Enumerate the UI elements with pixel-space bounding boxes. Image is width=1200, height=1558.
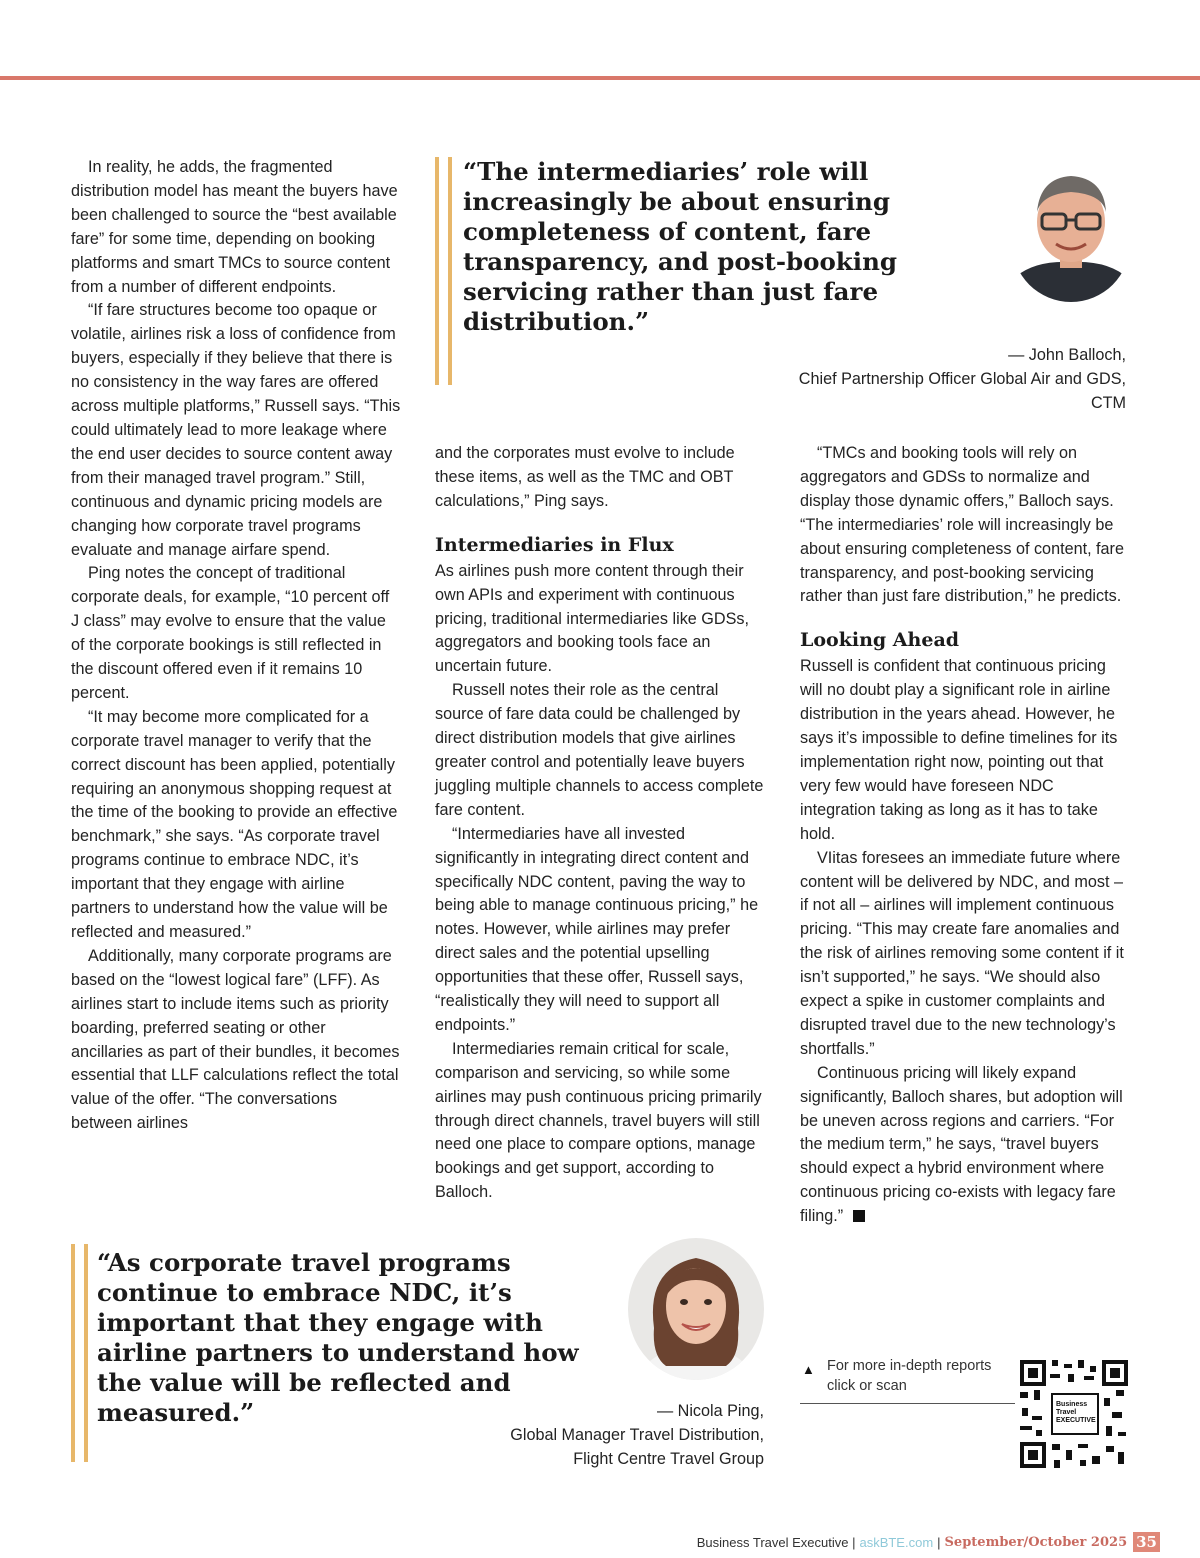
portrait-john-balloch xyxy=(1012,160,1130,302)
pull-quote-ping: “As corporate travel programs continue to embrace NDC, it’s important that they engage with airline partners to understand how the value will be reflected and measured.” xyxy=(97,1248,579,1427)
paragraph: Russell notes their role as the central source of fare data could be challenged by direct distribution models that give airlines greater control and potentially leave buyers juggling multiple channels to access complete fare content. xyxy=(435,681,764,819)
column-2 xyxy=(435,442,767,1205)
end-mark-icon xyxy=(853,1210,865,1222)
paragraph-text: Continuous pricing will likely expand significantly, Balloch shares, but adoption will be uneven across regions and carriers. “For the medium term,” he says, “travel buyers should expect a hybrid environment where continuous pricing co-exists with legacy fare filing.” xyxy=(800,1063,1123,1226)
paragraph: VIitas foresees an immediate future where content will be delivered by NDC, and most – if not all – airlines will implement continuous pricing. “This may create fare anomalies and the risk of airlines removing some content if it isn’t supported,” he says. “We should also expect a spike in customer complaints and disrupted travel due to the new technology’s shortfalls.” xyxy=(800,848,1124,1058)
pull-quote-bar xyxy=(435,157,452,385)
section-heading: Intermediaries in Flux xyxy=(435,533,674,556)
paragraph: “It may become more complicated for a corporate travel manager to verify that the correct discount has been applied, potentially requiring an anonymous shopping request at the time of the booking to provide an effective benchmark,” she says. “As corporate travel programs continue to embrace NDC, it’s important that they engage with airline partners to understand how the value will be reflected and measured.” xyxy=(71,707,398,941)
attribution-balloch xyxy=(706,343,1126,415)
pull-quote-bar xyxy=(71,1244,88,1462)
publication-name: Business Travel Executive | xyxy=(696,1534,856,1550)
paragraph xyxy=(800,1062,1132,1229)
qr-logo-text: Business Travel EXECUTIVE xyxy=(1056,1401,1096,1424)
paragraph: Additionally, many corporate programs are based on the “lowest logical fare” (LFF). As airlines start to include items such as priority boarding, preferred seating or other ancillaries as part of their bundles, it becomes essential that LLF calculations reflect the total value of the offer. “The conversations between airlines xyxy=(71,946,400,1133)
paragraph: Intermediaries remain critical for scale, comparison and servicing, so while some airlines may push continuous pricing primarily through direct channels, travel buyers will still need one place to compare options, manage bookings and get support, according to Balloch. xyxy=(435,1039,762,1202)
paragraph: Russell is confident that continuous pricing will no doubt play a significant role in airline distribution in the years ahead. However, he says it’s impossible to define timelines for its implementation right now, pointing out that very few would have foreseen NDC integration taking as long as it has to take hold. xyxy=(800,657,1118,843)
paragraph: As airlines push more content through their own APIs and experiment with continuous pricing, traditional intermediaries like GDSs, aggregators and booking tools face an uncertain future. xyxy=(435,561,749,676)
footer xyxy=(697,1531,1160,1553)
separator: | xyxy=(937,1534,941,1550)
divider xyxy=(800,1403,1015,1404)
issue-date: September/October 2025 xyxy=(944,1534,1128,1550)
triangle-up-icon: ▲ xyxy=(802,1362,815,1377)
qr-caption[interactable] xyxy=(800,1357,1016,1396)
pull-quote-balloch: “The intermediaries’ role will increasingly be about ensuring completeness of content, fare transparency, and post-booking servicing rather than just fare distribution.” xyxy=(463,157,898,336)
website-link[interactable]: askBTE.com xyxy=(859,1534,934,1550)
qr-caption-text: For more in-depth reports click or scan xyxy=(827,1358,992,1394)
top-rule xyxy=(0,76,1200,80)
portrait-nicola-ping xyxy=(628,1238,764,1380)
column-3 xyxy=(800,442,1132,1229)
paragraph: and the corporates must evolve to include these items, as well as the TMC and OBT calculations,” Ping says. xyxy=(435,444,735,510)
page-number: 35 xyxy=(1133,1532,1160,1552)
paragraph: In reality, he adds, the fragmented distribution model has meant the buyers have been challenged to source the “best available fare” for some time, depending on booking platforms and smart TMCs to source content from a number of different endpoints. xyxy=(71,158,398,296)
paragraph: “If fare structures become too opaque or volatile, airlines risk a loss of confidence from buyers, especially if they believe that there is no consistency in the way fares are offered across multiple platforms,” Russell says. “This could ultimately lead to more leakage where the end user decides to source content away from their managed travel program.” Still, continuous and dynamic pricing models are changing how corporate travel programs evaluate and manage airfare spend. xyxy=(71,301,401,559)
attribution-ping xyxy=(440,1399,764,1471)
column-1 xyxy=(71,156,401,1136)
attribution-name: — Nicola Ping, xyxy=(656,1402,764,1420)
attribution-title: Global Manager Travel Distribution, xyxy=(510,1426,764,1444)
attribution-org: Flight Centre Travel Group xyxy=(573,1450,764,1468)
attribution-name: — John Balloch, xyxy=(1008,346,1126,364)
attribution-org: CTM xyxy=(1090,394,1126,412)
section-heading: Looking Ahead xyxy=(800,629,960,652)
paragraph: “Intermediaries have all invested significantly in integrating direct content and specifically NDC content, paving the way to being able to manage continuous pricing,” he notes. However, while airlines may prefer direct sales and the potential upselling opportunities that these offer, Russell says, “realistically they will need to support all endpoints.” xyxy=(435,824,759,1034)
paragraph: “TMCs and booking tools will rely on aggregators and GDSs to normalize and display those dynamic offers,” Balloch says. “The intermediaries’ role will increasingly be about ensuring completeness of content, fare transparency, and post-booking servicing rather than just fare distribution,” he predicts. xyxy=(800,444,1124,606)
paragraph: Ping notes the concept of traditional corporate deals, for example, “10 percent off J class” may evolve to ensure that the value of the corporate bookings is still reflected in the discount offered even if it remains 10 percent. xyxy=(71,564,390,702)
qr-code[interactable] xyxy=(1020,1360,1128,1468)
attribution-title: Chief Partnership Officer Global Air and GDS, xyxy=(798,370,1126,388)
